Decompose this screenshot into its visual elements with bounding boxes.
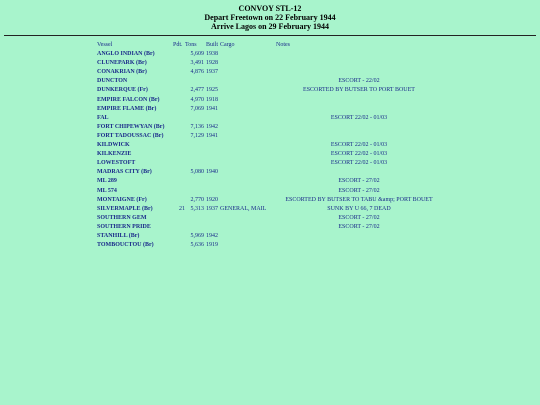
cargo-cell bbox=[220, 223, 276, 232]
table-row bbox=[97, 132, 442, 141]
cargo-cell bbox=[220, 159, 276, 168]
notes-cell bbox=[276, 59, 442, 68]
pdt-cell bbox=[173, 159, 185, 168]
cargo-cell: GENERAL, MAIL bbox=[220, 205, 267, 212]
built-cell bbox=[204, 150, 220, 159]
vessel-cell: SILVERMAPLE (Br) bbox=[97, 205, 153, 212]
table-row bbox=[97, 232, 442, 241]
pdt-cell bbox=[173, 77, 185, 86]
pdt-cell bbox=[173, 241, 185, 250]
table-row bbox=[97, 96, 442, 105]
built-cell bbox=[204, 177, 220, 186]
tons-cell: 5,636 bbox=[190, 242, 204, 249]
table-row bbox=[97, 141, 442, 150]
tons-cell: 5,609 bbox=[190, 51, 204, 58]
built-cell bbox=[204, 159, 220, 168]
tons-cell: 4,876 bbox=[190, 69, 204, 76]
built-cell: 1942 bbox=[206, 232, 218, 239]
pdt-cell bbox=[173, 168, 185, 177]
notes-cell bbox=[276, 68, 442, 77]
vessel-cell: CONAKRIAN (Br) bbox=[97, 69, 147, 76]
vessel-cell: EMPIRE FLAME (Br) bbox=[97, 105, 157, 112]
tons-cell bbox=[185, 114, 204, 123]
built-cell: 1919 bbox=[206, 242, 218, 249]
vessel-cell: KILDWICK bbox=[97, 142, 130, 149]
table-row bbox=[97, 214, 442, 223]
table-row bbox=[97, 77, 442, 86]
column-header-vessel: Vessel bbox=[97, 42, 113, 48]
pdt-cell bbox=[173, 132, 185, 141]
notes-cell bbox=[276, 96, 442, 105]
table-row bbox=[97, 177, 442, 186]
pdt-cell bbox=[173, 177, 185, 186]
cargo-cell bbox=[220, 196, 276, 205]
table-row bbox=[97, 241, 442, 250]
built-cell: 1940 bbox=[206, 169, 218, 176]
vessel-cell: ANGLO INDIAN (Br) bbox=[97, 51, 155, 58]
arrive-line: Arrive Lagos on 29 February 1944 bbox=[211, 22, 329, 31]
table-row bbox=[97, 159, 442, 168]
vessel-cell: DUNKERQUE (Fr) bbox=[97, 87, 148, 94]
pdt-cell bbox=[173, 214, 185, 223]
cargo-cell bbox=[220, 59, 276, 68]
tons-cell bbox=[185, 159, 204, 168]
vessel-cell: SOUTHERN GEM bbox=[97, 214, 147, 221]
built-cell: 1941 bbox=[206, 105, 218, 112]
built-cell bbox=[204, 141, 220, 150]
table-row bbox=[97, 114, 442, 123]
cargo-cell bbox=[220, 114, 276, 123]
vessel-cell: FORT TADOUSSAC (Br) bbox=[97, 132, 164, 139]
built-cell: 1938 bbox=[206, 51, 218, 58]
built-cell bbox=[204, 187, 220, 196]
pdt-cell bbox=[173, 196, 185, 205]
cargo-cell bbox=[220, 123, 276, 132]
built-cell: 1925 bbox=[206, 87, 218, 94]
tons-cell bbox=[185, 187, 204, 196]
built-cell: 1941 bbox=[206, 132, 218, 139]
vessel-cell: EMPIRE FALCON (Br) bbox=[97, 96, 160, 103]
cargo-cell bbox=[220, 232, 276, 241]
table-header-row bbox=[97, 41, 442, 50]
pdt-cell bbox=[173, 123, 185, 132]
notes-cell bbox=[276, 232, 442, 241]
tons-cell bbox=[185, 77, 204, 86]
cargo-cell bbox=[220, 141, 276, 150]
cargo-cell bbox=[220, 241, 276, 250]
cargo-cell bbox=[220, 168, 276, 177]
notes-cell bbox=[276, 241, 442, 250]
table-row bbox=[97, 105, 442, 114]
built-cell bbox=[204, 77, 220, 86]
pdt-cell bbox=[173, 96, 185, 105]
pdt-cell bbox=[173, 86, 185, 95]
pdt-cell bbox=[173, 50, 185, 59]
notes-cell: ESCORT 22/02 - 01/03 bbox=[330, 142, 388, 149]
cargo-cell bbox=[220, 214, 276, 223]
page-title: CONVOY STL-12 bbox=[238, 4, 302, 13]
pdt-cell bbox=[173, 114, 185, 123]
notes-cell: ESCORT 22/02 - 01/03 bbox=[330, 151, 388, 158]
cargo-cell bbox=[220, 132, 276, 141]
table-row bbox=[97, 223, 442, 232]
notes-cell bbox=[276, 50, 442, 59]
tons-cell: 7,136 bbox=[190, 123, 204, 130]
built-cell bbox=[204, 114, 220, 123]
cargo-cell bbox=[220, 68, 276, 77]
tons-cell: 3,491 bbox=[190, 60, 204, 67]
column-header-notes: Notes bbox=[276, 42, 290, 48]
table-row bbox=[97, 59, 442, 68]
built-cell: 1937 bbox=[206, 205, 218, 212]
notes-cell bbox=[276, 105, 442, 114]
table-row bbox=[97, 168, 442, 177]
vessel-cell: ML 289 bbox=[97, 178, 117, 185]
page-header bbox=[0, 0, 540, 31]
tons-cell: 7,129 bbox=[190, 132, 204, 139]
tons-cell: 5,080 bbox=[190, 169, 204, 176]
notes-cell: ESCORT - 27/02 bbox=[338, 214, 380, 221]
notes-cell: ESCORTED BY BUTSER TO TABU &amp; PORT BOUET bbox=[285, 196, 433, 203]
table-row bbox=[97, 196, 442, 205]
notes-cell bbox=[276, 168, 442, 177]
built-cell bbox=[204, 214, 220, 223]
pdt-cell bbox=[173, 223, 185, 232]
notes-cell: ESCORT 22/02 - 01/03 bbox=[330, 114, 388, 121]
notes-cell: SUNK BY U 66, 7 DEAD bbox=[327, 205, 391, 212]
notes-cell bbox=[276, 132, 442, 141]
table-row bbox=[97, 123, 442, 132]
pdt-cell bbox=[173, 141, 185, 150]
built-cell: 1942 bbox=[206, 123, 218, 130]
notes-cell bbox=[276, 123, 442, 132]
vessel-cell: KILKENZIE bbox=[97, 151, 132, 158]
table-row bbox=[97, 150, 442, 159]
built-cell: 1920 bbox=[206, 196, 218, 203]
notes-cell: ESCORTED BY BUTSER TO PORT BOUET bbox=[303, 87, 415, 94]
built-cell: 1928 bbox=[206, 60, 218, 67]
pdt-cell bbox=[173, 187, 185, 196]
depart-line: Depart Freetown on 22 February 1944 bbox=[204, 13, 336, 22]
cargo-cell bbox=[220, 177, 276, 186]
pdt-cell bbox=[173, 68, 185, 77]
tons-cell: 2,477 bbox=[190, 87, 204, 94]
pdt-cell bbox=[173, 59, 185, 68]
vessel-cell: STANHILL (Br) bbox=[97, 232, 140, 239]
pdt-cell bbox=[173, 150, 185, 159]
vessel-cell: SOUTHERN PRIDE bbox=[97, 223, 151, 230]
tons-cell: 5,313 bbox=[190, 205, 204, 212]
cargo-cell bbox=[220, 187, 276, 196]
notes-cell: ESCORT 22/02 - 01/03 bbox=[330, 160, 388, 167]
pdt-cell: 21 bbox=[179, 205, 185, 212]
column-header-tons: Tons bbox=[185, 42, 197, 48]
vessel-cell: FORT CHIPEWYAN (Br) bbox=[97, 123, 165, 130]
vessel-cell: FAL bbox=[97, 114, 109, 121]
vessel-cell: DUNCTON bbox=[97, 78, 128, 85]
notes-cell: ESCORT - 27/02 bbox=[338, 178, 380, 185]
pdt-cell bbox=[173, 105, 185, 114]
table-row bbox=[97, 86, 442, 95]
vessel-cell: MONTAIGNE (Fr) bbox=[97, 196, 147, 203]
cargo-cell bbox=[220, 96, 276, 105]
notes-cell: ESCORT - 22/02 bbox=[338, 78, 380, 85]
tons-cell bbox=[185, 141, 204, 150]
table-row bbox=[97, 68, 442, 77]
tons-cell: 4,970 bbox=[190, 96, 204, 103]
tons-cell bbox=[185, 223, 204, 232]
built-cell: 1937 bbox=[206, 69, 218, 76]
cargo-cell bbox=[220, 150, 276, 159]
cargo-cell bbox=[220, 77, 276, 86]
column-header-cargo: Cargo bbox=[220, 42, 235, 48]
vessel-cell: CLUNEPARK (Br) bbox=[97, 60, 147, 67]
tons-cell: 7,069 bbox=[190, 105, 204, 112]
table-row bbox=[97, 50, 442, 59]
built-cell bbox=[204, 223, 220, 232]
cargo-cell bbox=[220, 50, 276, 59]
cargo-cell bbox=[220, 86, 276, 95]
vessel-cell: LOWESTOFT bbox=[97, 160, 136, 167]
vessel-cell: ML 574 bbox=[97, 187, 117, 194]
vessel-cell: TOMBOUCTOU (Br) bbox=[97, 242, 154, 249]
vessel-cell: MADRAS CITY (Br) bbox=[97, 169, 152, 176]
table-row bbox=[97, 187, 442, 196]
column-header-built: Built bbox=[206, 42, 219, 48]
pdt-cell bbox=[173, 232, 185, 241]
tons-cell bbox=[185, 214, 204, 223]
notes-cell: ESCORT - 27/02 bbox=[338, 223, 380, 230]
tons-cell: 2,770 bbox=[190, 196, 204, 203]
table-row bbox=[97, 205, 442, 214]
built-cell: 1918 bbox=[206, 96, 218, 103]
tons-cell: 5,969 bbox=[190, 232, 204, 239]
column-header-pdt: Pdt. bbox=[173, 42, 183, 48]
cargo-cell bbox=[220, 105, 276, 114]
header-divider bbox=[4, 35, 536, 36]
convoy-table-body bbox=[97, 50, 442, 250]
tons-cell bbox=[185, 150, 204, 159]
tons-cell bbox=[185, 177, 204, 186]
convoy-table bbox=[97, 41, 442, 250]
notes-cell: ESCORT - 27/02 bbox=[338, 187, 380, 194]
